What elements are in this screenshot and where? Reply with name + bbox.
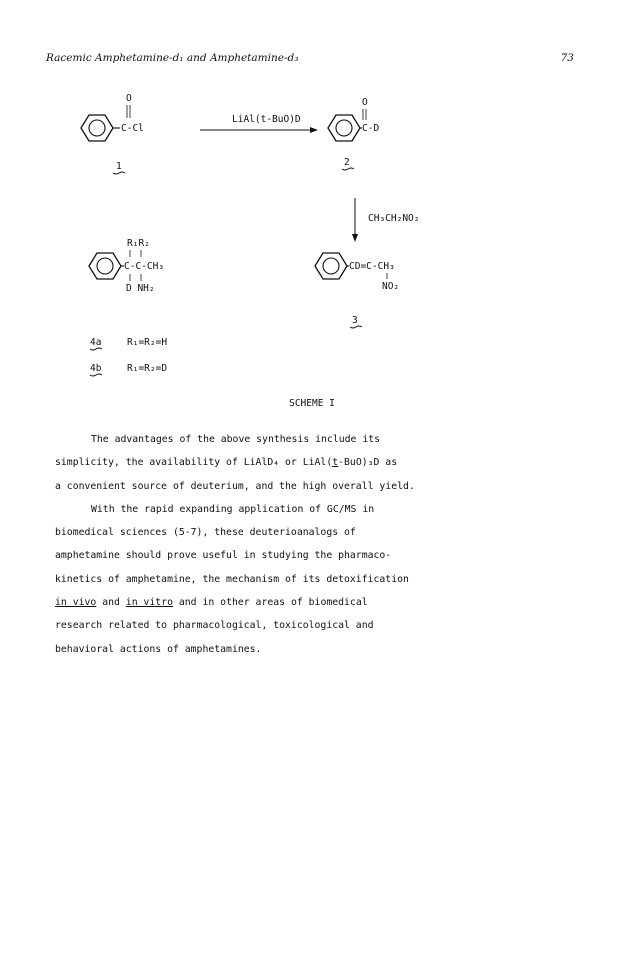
compound-2-label: 2 <box>344 157 350 168</box>
compound-3 <box>315 253 399 328</box>
p2-line-3: amphetamine should prove useful in studying the pharmaco- <box>55 550 392 562</box>
compound-1-carbonyl-o: O <box>126 93 132 104</box>
body-text <box>55 428 525 661</box>
compound-4-legend <box>90 337 167 376</box>
paragraph-1 <box>55 428 525 498</box>
reaction-scheme <box>40 90 560 400</box>
reagent-2: CH₃CH₂NO₂ <box>368 213 420 224</box>
p1-line-3: a convenient source of deuterium, and the high overall yield. <box>55 480 415 492</box>
compound-4-chain: C-C-CH₃ <box>124 261 165 272</box>
compound-3-chain: CD=C-CH₃ <box>349 261 395 272</box>
page-header <box>46 52 574 70</box>
definition-4a: R₁=R₂=H <box>127 337 168 348</box>
compound-4 <box>89 238 164 294</box>
p1-line-2-end: -BuO)₃D as <box>338 457 398 469</box>
p2-in-vivo: in vivo <box>55 597 97 609</box>
p2-in-vitro: in vitro <box>125 597 173 609</box>
p2-line-7: behavioral actions of amphetamines. <box>55 643 262 655</box>
label-4a: 4a <box>90 337 102 348</box>
p2-line-6: research related to pharmacological, toxicological and <box>55 620 374 632</box>
compound-3-label: 3 <box>352 315 358 326</box>
scheme-drawing <box>40 90 560 400</box>
definition-4b: R₁=R₂=D <box>127 363 168 374</box>
reaction-arrow-2 <box>352 198 419 242</box>
compound-1-label: 1 <box>116 161 122 172</box>
compound-2-carbonyl-o: O <box>362 97 368 108</box>
p2-line-5-mid: and <box>96 597 126 609</box>
compound-4-substituents: R₁R₂ <box>127 238 150 249</box>
running-title: Racemic Amphetamine-d₁ and Amphetamine-d₃ <box>46 52 299 64</box>
p2-line-4: kinetics of amphetamine, the mechanism of its detoxification <box>55 573 409 585</box>
scheme-caption: SCHEME I <box>289 398 335 409</box>
compound-2-acyl-group: C-D <box>362 123 380 134</box>
p1-line-2: simplicity, the availability of LiAlD₄ or LiAl( <box>55 457 333 469</box>
p2-line-5-end: and in other areas of biomedical <box>172 597 368 609</box>
reaction-arrow-1 <box>200 114 318 133</box>
compound-3-nitro: NO₂ <box>382 281 400 292</box>
paragraph-2 <box>55 498 525 661</box>
p1-line-2-italic: t <box>332 457 339 469</box>
compound-1 <box>81 93 144 174</box>
page-number: 73 <box>560 52 574 64</box>
compound-2 <box>328 97 379 170</box>
compound-1-acyl-group: C-Cl <box>121 123 144 134</box>
reagent-1: LiAl(t-BuO)D <box>232 114 301 125</box>
p1-line-1: The advantages of the above synthesis include its <box>91 434 381 445</box>
p2-line-2: biomedical sciences (5-7), these deuterioanalogs of <box>55 527 356 539</box>
compound-4-bottom-groups: D NH₂ <box>126 283 155 294</box>
p2-line-1: With the rapid expanding application of GC/MS in <box>91 503 375 515</box>
label-4b: 4b <box>90 363 102 374</box>
